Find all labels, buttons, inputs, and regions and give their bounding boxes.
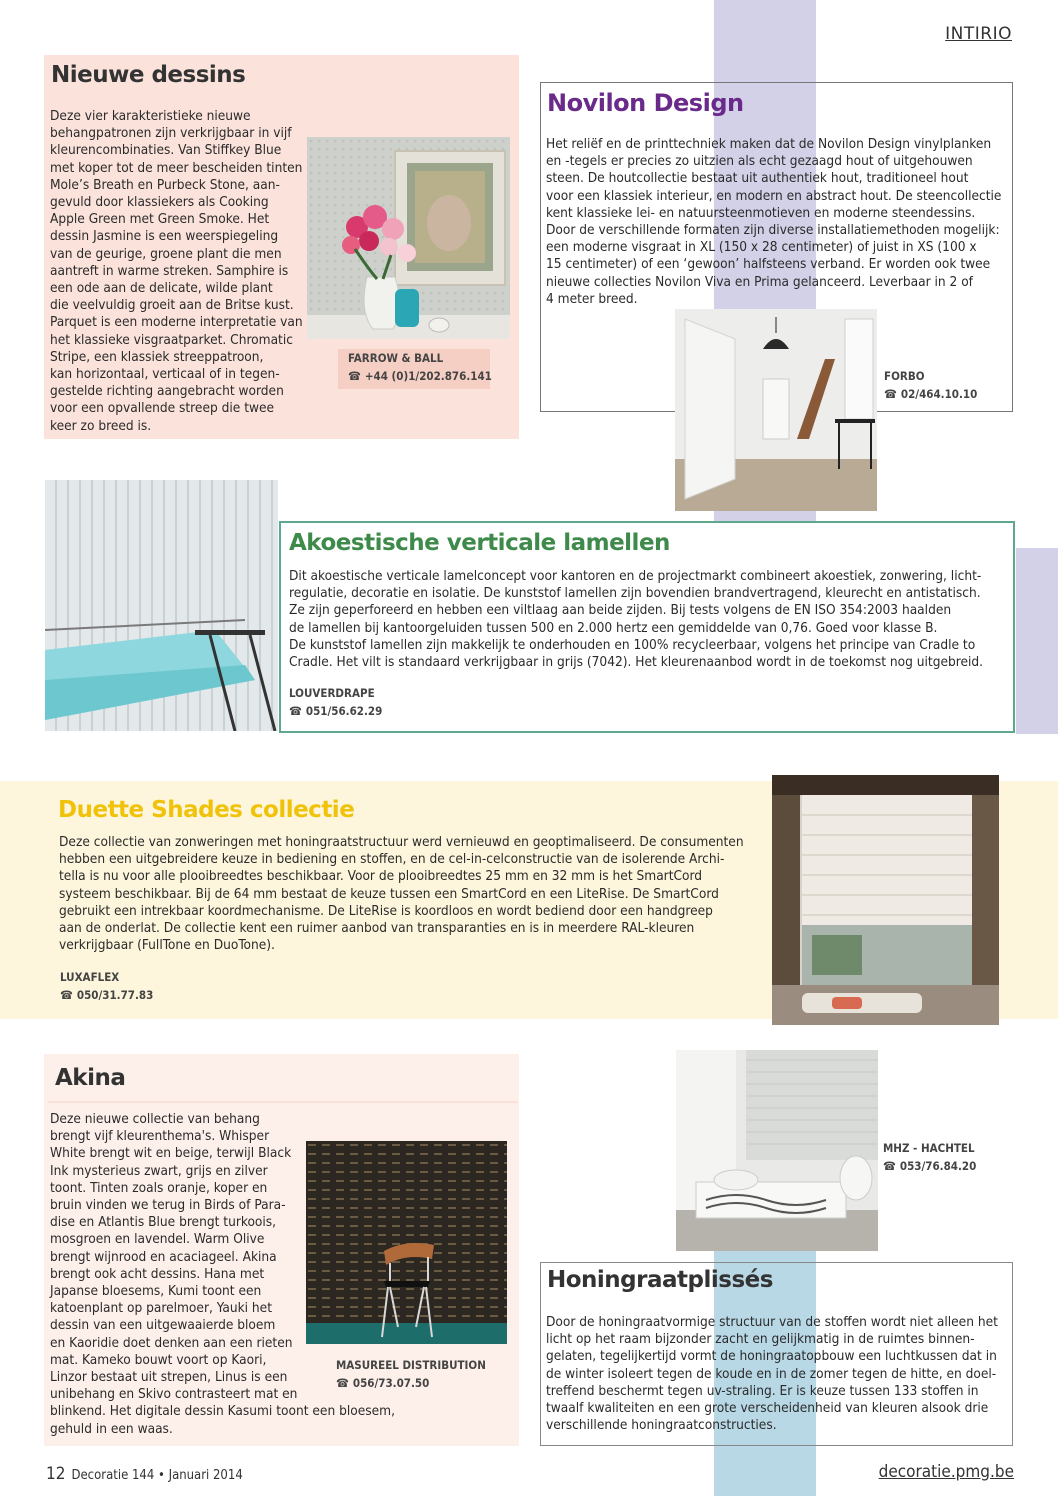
body-line: blinkend. Het digitale dessin Kasumi toont een bloesem, — [50, 1403, 395, 1420]
body-line: voor een opvallende streep die twee — [50, 400, 275, 417]
footer-left — [46, 1464, 243, 1484]
body-line: Door de honingraatvormige structuur van de stoffen wordt niet alleen het — [546, 1314, 998, 1330]
bedroom-plisse-photo — [676, 1050, 878, 1251]
farrow-phone: ☎ +44 (0)1/202.876.141 — [348, 367, 492, 385]
body-line: de lamellen bij kantoorgeluiden tussen 500 en 2.000 hertz een gemiddelde van 0,76. Goed voor klasse B. — [289, 619, 938, 636]
body-line: met koper tot de meer bescheiden tinten — [50, 159, 303, 176]
body-line: Apple Green met Green Smoke. Het — [50, 211, 270, 228]
body-line: behangpatronen zijn verkrijgbaar in vijf — [50, 125, 292, 142]
body-line: de winter isoleert tegen de koude en in de zomer tegen de hitte, en doel- — [546, 1365, 997, 1382]
mhz-phone: ☎ 053/76.84.20 — [883, 1157, 976, 1175]
body-line: White brengt wit en beige, terwijl Black — [50, 1145, 292, 1162]
vertical-blinds-photo — [45, 480, 278, 731]
body-line: Japanse bloesems, Kumi toont een — [50, 1283, 262, 1300]
novilon-title: Novilon Design — [547, 89, 744, 117]
akoestisch-title: Akoestische verticale lamellen — [289, 530, 670, 556]
duette-body — [59, 834, 744, 954]
body-line: kleurencombinaties. Van Stiffkey Blue — [50, 142, 282, 159]
flowers-frame-photo — [307, 137, 510, 339]
body-line: toont. Tinten zoals oranje, koper en — [50, 1179, 268, 1196]
duette-title: Duette Shades collectie — [58, 797, 355, 823]
body-line: Cradle. Het vilt is standaard verkrijgbaar in grijs (7042). Het kleurenaanbod wordt in de toekomst nog uitgebreid. — [289, 654, 984, 671]
body-line: keer zo breed is. — [50, 417, 152, 434]
body-line: die veelvuldig groeit aan de Britse kust. — [50, 297, 294, 314]
footer-site-link[interactable]: decoratie.pmg.be — [878, 1462, 1014, 1482]
body-line: katoenplant op parelmoer, Yauki het — [50, 1300, 273, 1317]
body-line: De kunststof lamellen zijn makkelijk te onderhouden en 100% recycleerbaar, volgens het principe van Cradle to — [289, 636, 976, 653]
body-line: gehuld in een waas. — [50, 1420, 173, 1437]
louverdrape-contact — [289, 684, 382, 720]
akoestisch-body — [289, 568, 983, 671]
body-line: gebruikt een intrekbaar koordmechanisme. De LiteRise is koordloos en wordt bediend door een handgreep — [59, 902, 713, 919]
louverdrape-brand: LOUVERDRAPE — [289, 686, 375, 700]
body-line: Het reliëf en de printtechniek maken dat de Novilon Design vinylplanken — [546, 136, 992, 152]
farrow-brand: FARROW & BALL — [348, 351, 444, 365]
body-line: 15 centimeter) of een ‘gewoon’ halfsteens verband. Er worden ook twee — [546, 256, 991, 273]
luxaflex-phone: ☎ 050/31.77.83 — [60, 986, 153, 1004]
body-line: Ink mysterieus zwart, grijs en zilver — [50, 1162, 268, 1179]
body-line: Linzor bestaat uit strepen, Linus is een — [50, 1369, 288, 1386]
body-line: Mole’s Breath en Purbeck Stone, aan- — [50, 176, 280, 193]
body-line: brengt vijf kleurenthema's. Whisper — [50, 1128, 270, 1145]
body-line: gestelde richting aangebracht worden — [50, 383, 284, 400]
body-line: verschillende honingraatconstructies. — [546, 1417, 777, 1434]
body-line: Ze zijn geperforeerd en hebben een viltlaag aan beide zijden. Bij tests volgens de EN ISO 354:2003 haalden — [289, 602, 952, 619]
akina-title: Akina — [55, 1065, 126, 1091]
body-line: Dit akoestische verticale lamelconcept voor kantoren en de projectmarkt combineert akoestiek, zonwering, licht- — [289, 568, 982, 584]
body-line: Deze vier karakteristieke nieuwe — [50, 108, 251, 124]
body-line: unibehang en Skivo contrasteert mat en — [50, 1386, 298, 1403]
nieuwe-dessins-title: Nieuwe dessins — [51, 62, 246, 88]
mhz-brand: MHZ - HACHTEL — [883, 1141, 975, 1155]
luxaflex-contact — [60, 968, 153, 1004]
body-line: verkrijgbaar (FullTone en DuoTone). — [59, 937, 275, 954]
duette-shades-photo — [772, 775, 999, 1025]
forbo-phone: ☎ 02/464.10.10 — [884, 385, 977, 403]
body-line: aan de onderlat. De collectie kent een ruimer aanbod van transparanties en is in meerdere RAL-kleuren — [59, 920, 695, 937]
body-line: aantreft in warme streken. Samphire is — [50, 262, 289, 279]
body-line: Deze collectie van zonweringen met honingraatstructuur werd vernieuwd en geoptimaliseerd. De consumenten — [59, 834, 744, 850]
forbo-contact — [884, 367, 977, 403]
masureel-phone: ☎ 056/73.07.50 — [336, 1374, 486, 1392]
hallway-photo — [675, 309, 877, 511]
body-line: voor een klassiek interieur, en modern en abstract hout. De steencollectie — [546, 187, 1002, 204]
body-line: dise en Atlantis Blue brengt turkoois, — [50, 1214, 277, 1231]
body-line: en -tegels er precies zo uitzien als echt gezaagd hout of uitgehouwen — [546, 153, 973, 170]
issue-info: Decoratie 144 • Januari 2014 — [71, 1468, 243, 1483]
body-line: systeem beschikbaar. Bij de 64 mm bestaat de keuze tussen een SmartCord en een LiteRise. De SmartCord — [59, 885, 719, 902]
body-line: tella is nu voor alle plooibreedtes beschikbaar. Voor de plooibreedtes 25 mm en 32 mm is het SmartCord — [59, 868, 703, 885]
forbo-brand: FORBO — [884, 369, 925, 383]
body-line: regulatie, decoratie en isolatie. De kunststof lamellen zijn bovendien brandvertragend, kleurecht en antistatisch. — [289, 585, 981, 602]
body-line: een moderne visgraat in XL (150 x 28 centimeter) of juist in XS (100 x — [546, 239, 977, 256]
body-line: Stripe, een klassiek streeppatroon, — [50, 348, 264, 365]
body-line: bruin vinden we terug in Birds of Para- — [50, 1197, 286, 1214]
body-line: Parquet is een moderne interpretatie van — [50, 314, 303, 331]
body-line: gelaten, tegelijkertijd vormt de honingraatopbouw een luchtkussen dat in — [546, 1348, 997, 1365]
body-line: kent klassieke lei- en natuursteenmotieven en moderne steendessins. — [546, 204, 976, 221]
honing-body — [546, 1314, 998, 1434]
section-label: INTIRIO — [945, 24, 1012, 44]
body-line: nieuwe collecties Novilon Viva en Prima gelanceerd. Leverbaar in 2 of — [546, 273, 973, 290]
body-line: Door de verschillende formaten zijn diverse installatiemethoden mogelijk: — [546, 222, 1000, 239]
body-line: treffend beschermt tegen uv-straling. Er is keuze tussen 133 stoffen in — [546, 1382, 979, 1399]
body-line: 4 meter breed. — [546, 290, 638, 307]
body-line: brengt ook acht dessins. Hana met — [50, 1265, 265, 1282]
body-line: dessin Jasmine is een weerspiegeling — [50, 228, 279, 245]
body-line: brengt wijnrood en acaciageel. Akina — [50, 1248, 277, 1265]
body-line: licht op het raam bijzonder zacht en gelijkmatig in de ruimtes binnen- — [546, 1331, 975, 1348]
body-line: van de geurige, groene plant die men — [50, 245, 282, 262]
louverdrape-phone: ☎ 051/56.62.29 — [289, 702, 382, 720]
masureel-contact — [336, 1356, 486, 1392]
body-line: het klassieke visgraatparket. Chromatic — [50, 331, 293, 348]
body-line: kan horizontaal, verticaal of in tegen- — [50, 366, 280, 383]
novilon-body — [546, 136, 1001, 308]
body-line: een ode aan de delicate, wilde plant — [50, 280, 273, 297]
chair-wallpaper-photo — [306, 1141, 507, 1344]
body-line: mat. Kameko bouwt voort op Kaori, — [50, 1351, 267, 1368]
akina-divider — [48, 1101, 518, 1103]
body-line: Deze nieuwe collectie van behang — [50, 1111, 260, 1127]
body-line: hebben een uitgebreidere keuze in bediening en stoffen, en de cel-in-celconstructie van de isolerende Archi- — [59, 851, 725, 868]
body-line: twaalf kwaliteiten en een grote verscheidenheid van kleuren alsook drie — [546, 1400, 989, 1417]
body-line: en Kaoridie doet denken aan een rieten — [50, 1334, 293, 1351]
luxaflex-brand: LUXAFLEX — [60, 970, 120, 984]
page-number: 12 — [46, 1464, 66, 1484]
masureel-brand: MASUREEL DISTRIBUTION — [336, 1358, 486, 1372]
farrow-contact — [348, 349, 492, 385]
nieuwe-dessins-body — [50, 108, 312, 435]
body-line: dessin van een uitgewaaierde bloem — [50, 1317, 276, 1334]
body-line: gevuld door klassiekers als Cooking — [50, 194, 269, 211]
mhz-contact — [883, 1139, 976, 1175]
honing-title: Honingraatplissés — [547, 1267, 773, 1293]
body-line: mosgroen en lavendel. Warm Olive — [50, 1231, 265, 1248]
side-tab — [1016, 548, 1058, 734]
body-line: steen. De houtcollectie bestaat uit authentiek hout, traditioneel hout — [546, 170, 969, 187]
